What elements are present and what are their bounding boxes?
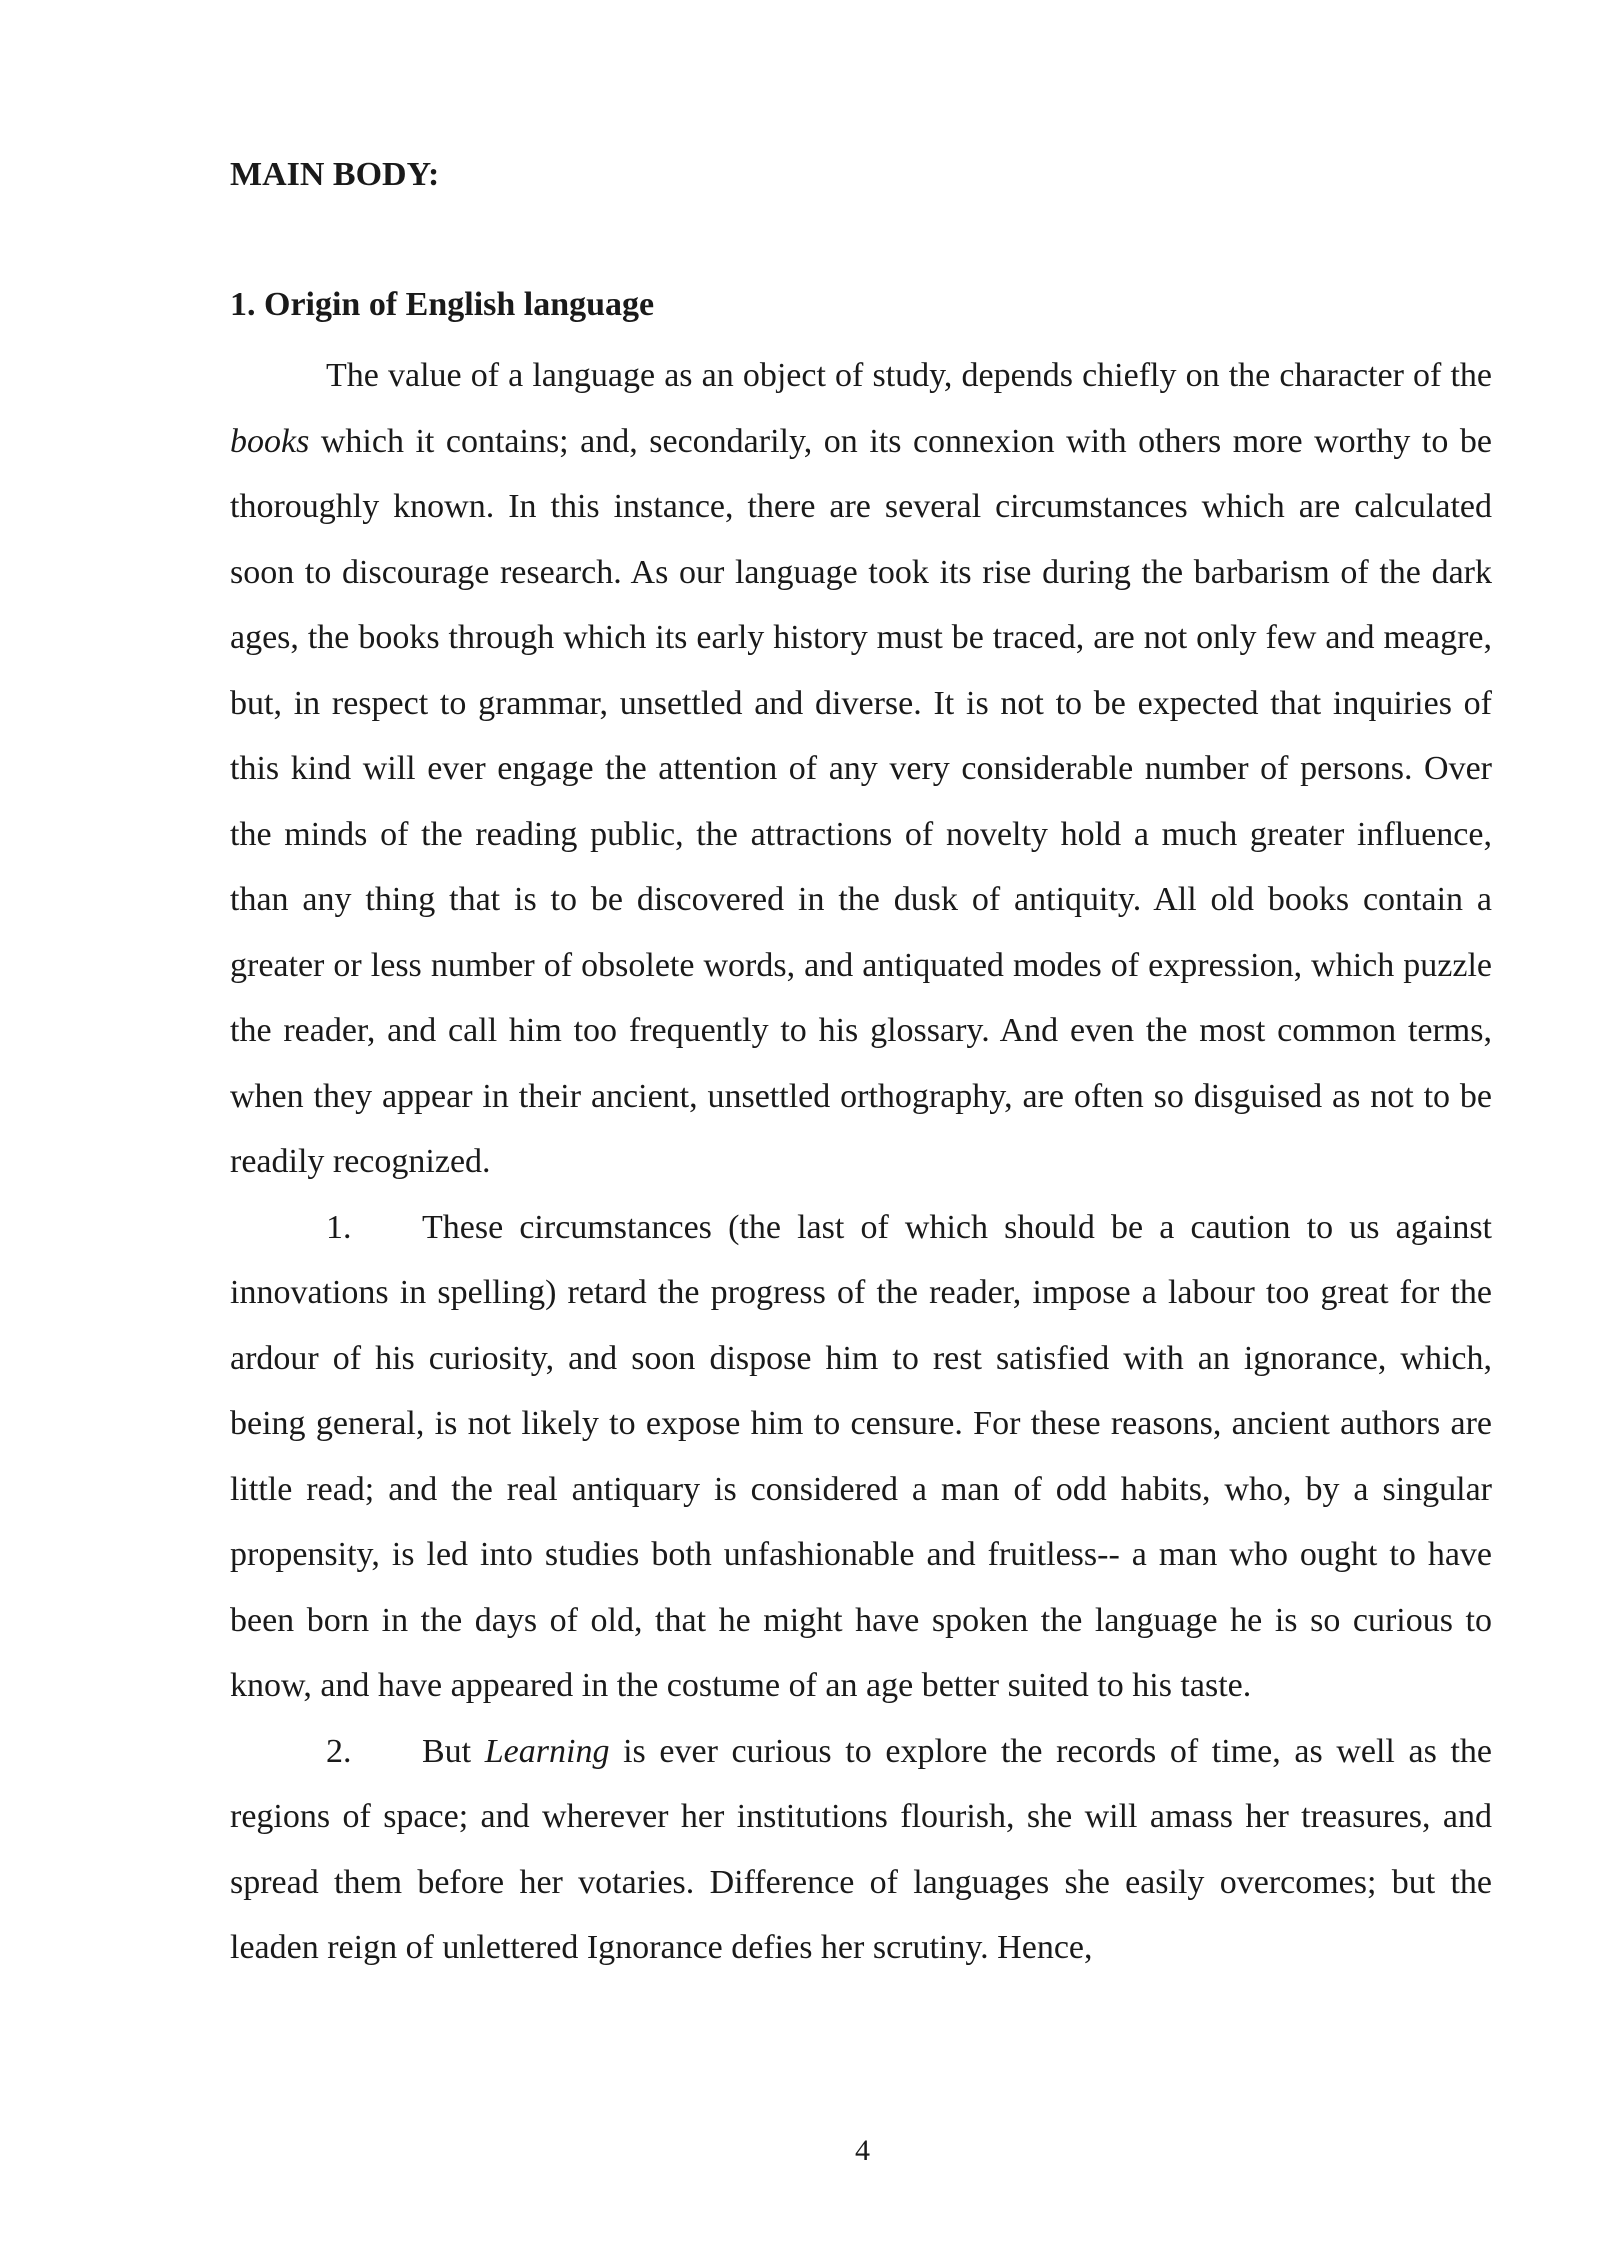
page-number: 4 xyxy=(855,2134,870,2167)
paragraph-3-number: 2. xyxy=(326,1732,352,1770)
paragraph-1-text-b: which it contains; and, secondarily, on its connexion with others more worthy to be thoroughly known. In this instance, there are several circumstances which are calculated soon to discourage research. As our language took its rise during the barbarism of the dark ages, the books through which its early history must be traced, are not only few and meagre, but, in respect to grammar, unsettled and diverse. It is not to be expected that inquiries of this kind will ever engage the attention of any very considerable number of persons. Over the minds of the reading public, the attractions of novelty hold a much greater influence, than any thing that is to be discovered in the dusk of antiquity. All old books contain a greater or less number of obsolete words, and antiquated modes of expression, which puzzle the reader, and call him too frequently to his glossary. And even the most common terms, when they appear in their ancient, unsettled orthography, are often so disguised as not to be readily recognized. xyxy=(230,422,1492,1180)
paragraph-1-italic: books xyxy=(230,422,310,460)
paragraph-2 xyxy=(230,1195,1492,1719)
document-page xyxy=(230,150,1492,1981)
paragraph-2-text: These circumstances (the last of which should be a caution to us against innovations in spelling) retard the progress of the reader, impose a labour too great for the ardour of his curiosity, and soon dispose him to rest satisfied with an ignorance, which, being general, is not likely to expose him to censure. For these reasons, ancient authors are little read; and the real antiquary is considered a man of odd habits, who, by a singular propensity, is led into studies both unfashionable and fruitless-- a man who ought to have been born in the days of old, that he might have spoken the language he is so curious to know, and have appeared in the costume of an age better suited to his taste. xyxy=(230,1208,1492,1704)
paragraph-3 xyxy=(230,1719,1492,1981)
paragraph-3-text-b: is ever curious to explore the records of time, as well as the regions of space; and wherever her institutions flourish, she will amass her treasures, and spread them before her votaries. Difference of languages she easily overcomes; but the leaden reign of unlettered Ignorance defies her scrutiny. Hence, xyxy=(230,1732,1493,1966)
paragraph-1 xyxy=(230,343,1492,1195)
paragraph-1-text-a: The value of a language as an object of study, depends chiefly on the character of the xyxy=(326,357,1492,394)
paragraph-3-italic: Learning xyxy=(484,1732,610,1770)
paragraph-3-text-a: But xyxy=(422,1732,485,1770)
section-heading: 1. Origin of English language xyxy=(230,286,655,323)
main-heading: MAIN BODY: xyxy=(230,156,440,193)
paragraph-2-number: 1. xyxy=(326,1208,352,1246)
